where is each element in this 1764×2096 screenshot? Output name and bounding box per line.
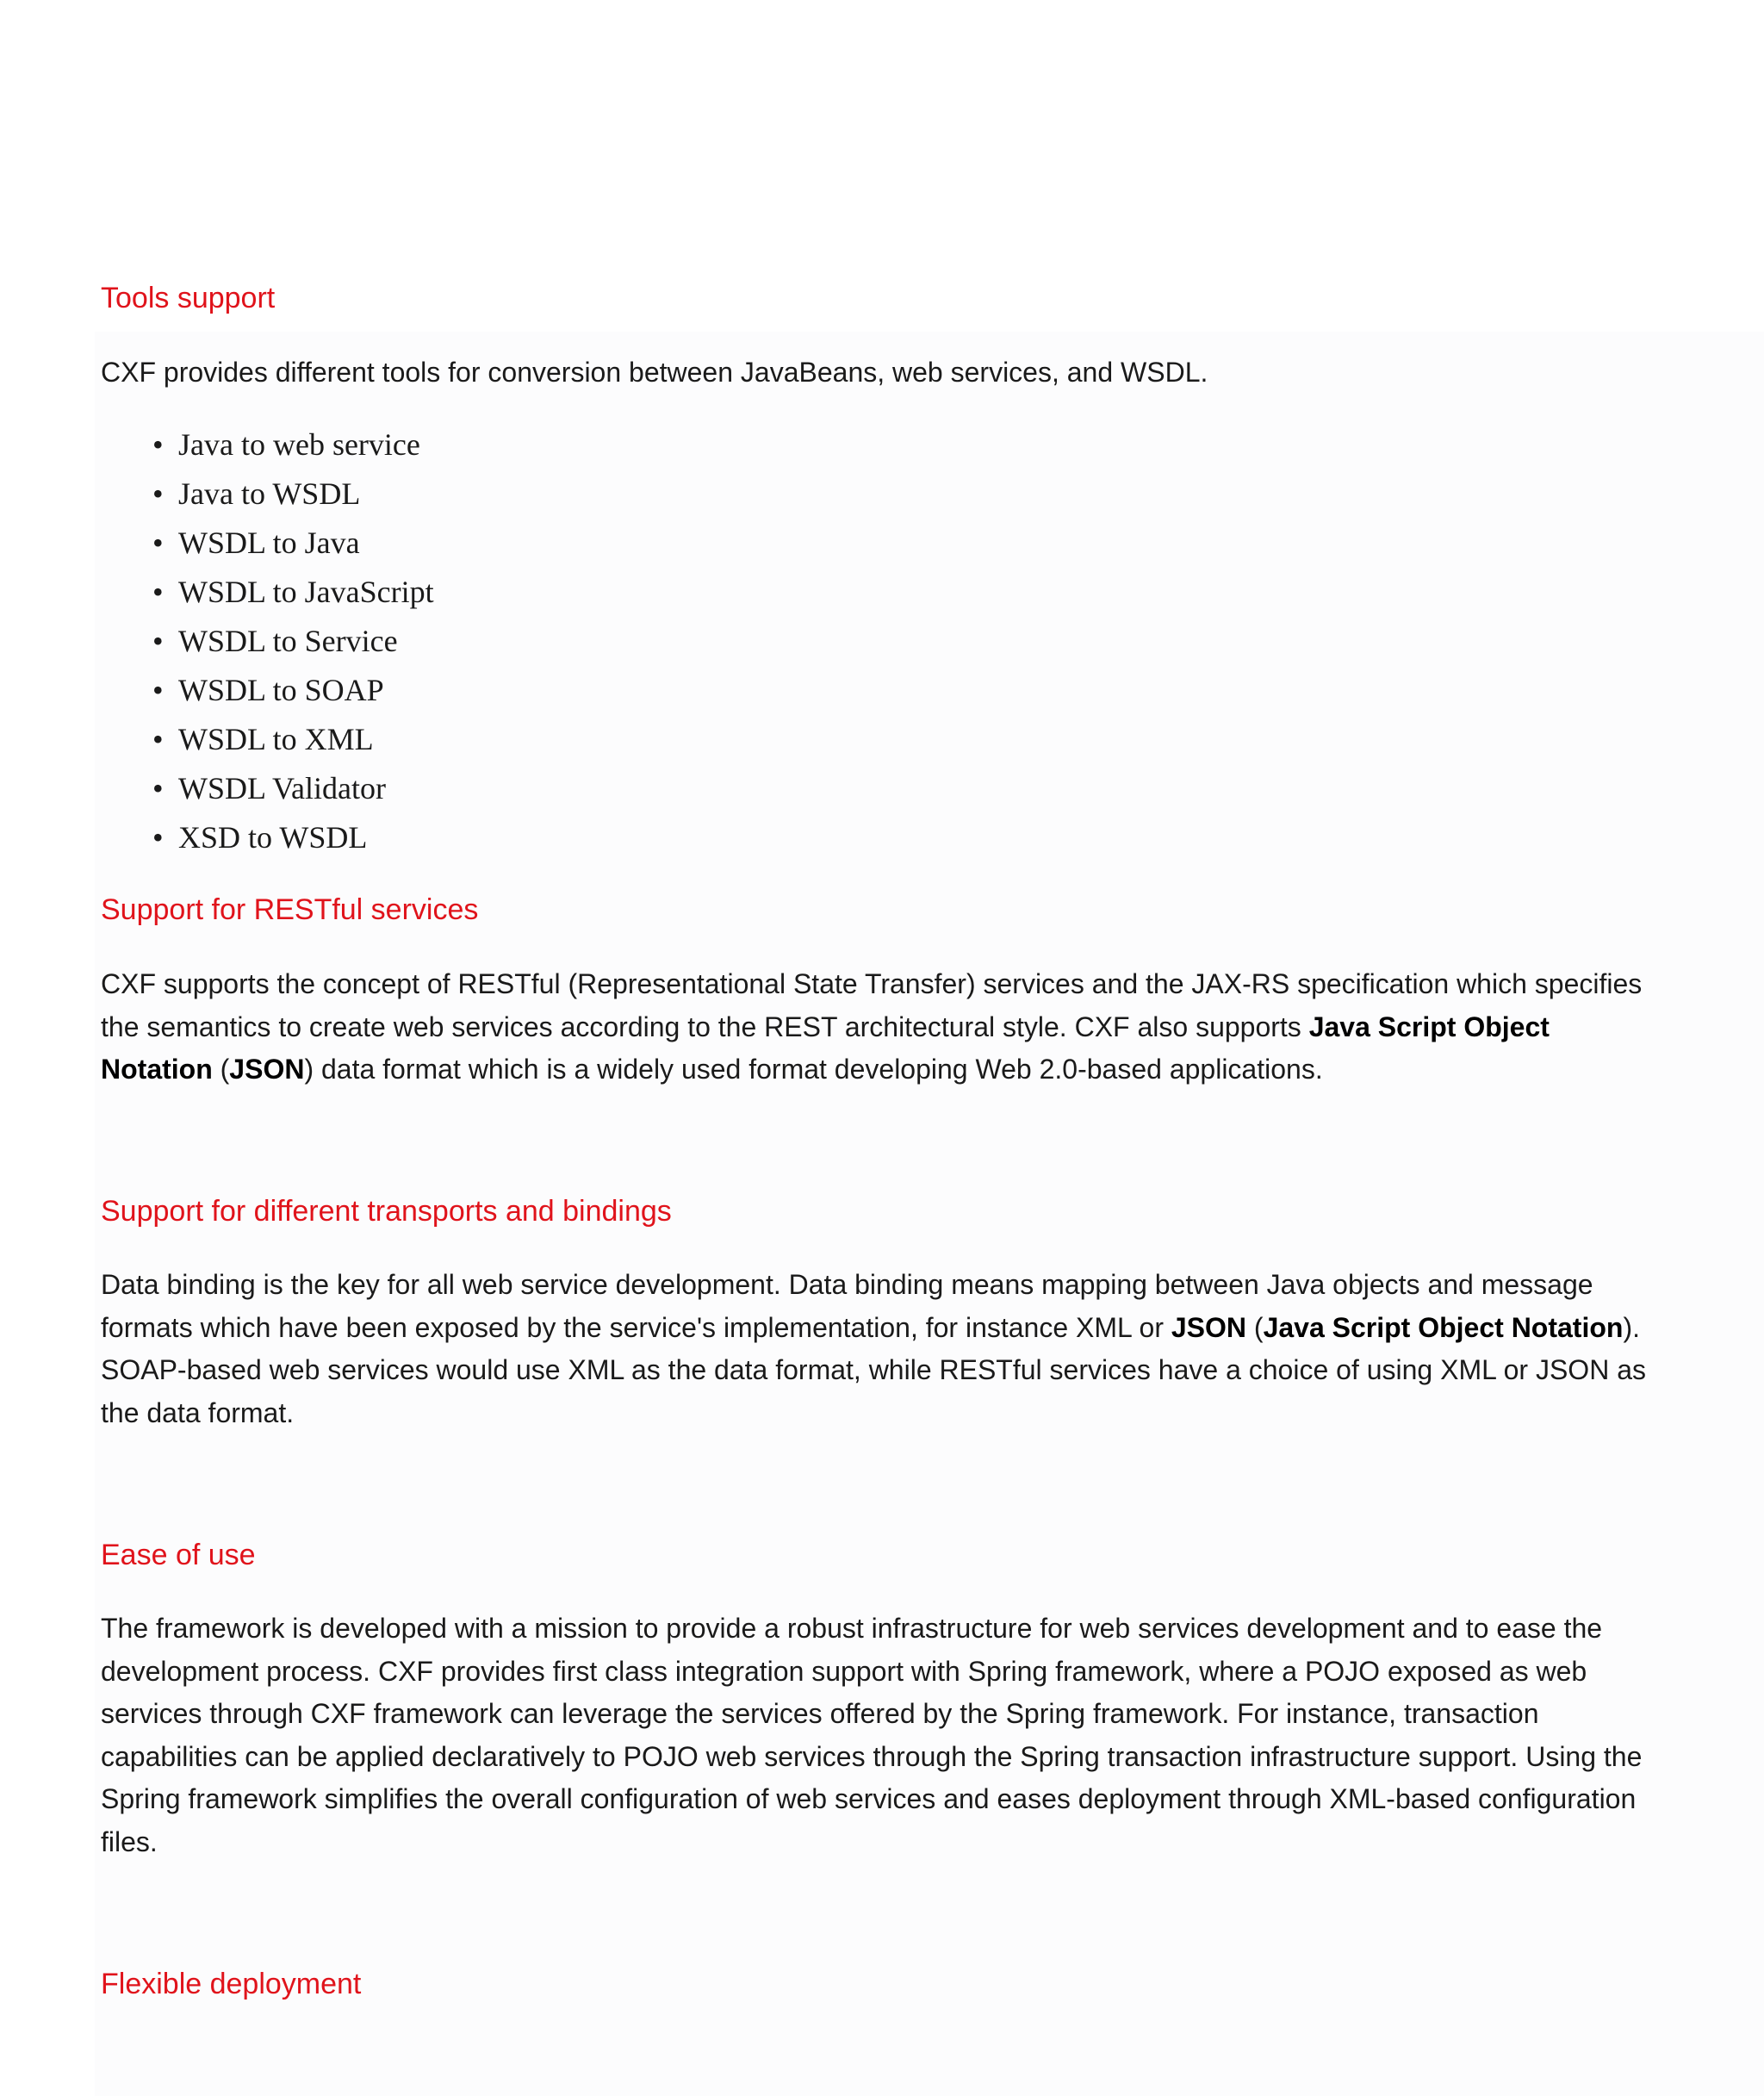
list-item-label: WSDL to Java [178,526,360,560]
restful-bold-2: JSON [229,1054,305,1085]
list-item-label: WSDL to XML [178,722,374,756]
list-item [152,764,434,813]
bullet-icon: • [152,427,164,462]
tools-list [152,420,434,862]
bullet-icon: • [152,526,164,560]
list-item-label: Java to WSDL [178,476,361,511]
transports-bold-2: Java Script Object Notation [1263,1311,1624,1343]
tools-support-intro: CXF provides different tools for conversion between JavaBeans, web services, and WSDL. [101,357,1208,388]
transports-text-3: ). SOAP-based web services would use XML as the data format, while RESTful services have a choice of using XML or JSON as the data format. [101,1311,1646,1428]
restful-bold-1: Java Script Object Notation [101,1011,1550,1085]
transports-bold-1: JSON [1171,1311,1247,1343]
bullet-icon: • [152,771,164,805]
bullet-icon: • [152,722,164,756]
heading-restful-services: Support for RESTful services [101,893,479,926]
list-item [152,568,434,617]
bullet-icon: • [152,624,164,658]
restful-paragraph [101,963,1651,1092]
list-item [152,666,434,715]
bullet-icon: • [152,575,164,609]
list-item [152,519,434,568]
restful-text-2: ( [212,1054,230,1085]
restful-text-1: CXF supports the concept of RESTful (Representational State Transfer) services and the JAX-RS specification which specifies the semantics to create web services according to the REST architectural style. CXF also supports [101,968,1643,1042]
bullet-icon: • [152,673,164,707]
list-item [152,617,434,666]
list-item-label: WSDL to Service [178,624,398,658]
list-item [152,715,434,764]
bullet-icon: • [152,476,164,511]
heading-ease-of-use: Ease of use [101,1539,256,1571]
heading-tools-support: Tools support [101,282,276,314]
list-item [152,470,434,519]
list-item-label: WSDL to JavaScript [178,575,434,609]
ease-of-use-paragraph: The framework is developed with a mission to provide a robust infrastructure for web services development and to ease the development process. CXF provides first class integration support with Spring framework, where a POJO exposed as web services through CXF framework can leverage the services offered by the Spring framework. For instance, transaction capabilities can be applied declaratively to POJO web services through the Spring transaction infrastructure support. Using the Spring framework simplifies the overall configuration of web services and eases deployment through XML-based configuration files. [101,1613,1643,1857]
list-item [152,813,434,862]
transports-text-1: Data binding is the key for all web service development. Data binding means mapping between Java objects and message formats which have been exposed by the service's implementation, for instance XML or [101,1269,1593,1343]
list-item-label: WSDL to SOAP [178,673,384,707]
list-item [152,420,434,470]
heading-flexible-deployment: Flexible deployment [101,1968,362,2000]
transports-text-2: ( [1246,1311,1264,1343]
heading-transports-bindings: Support for different transports and bindings [101,1195,672,1228]
restful-text-3: ) data format which is a widely used format developing Web 2.0-based applications. [304,1054,1323,1085]
list-item-label: Java to web service [178,427,420,462]
transports-paragraph [101,1264,1651,1434]
bullet-icon: • [152,820,164,855]
list-item-label: WSDL Validator [178,771,386,805]
list-item-label: XSD to WSDL [178,820,368,855]
